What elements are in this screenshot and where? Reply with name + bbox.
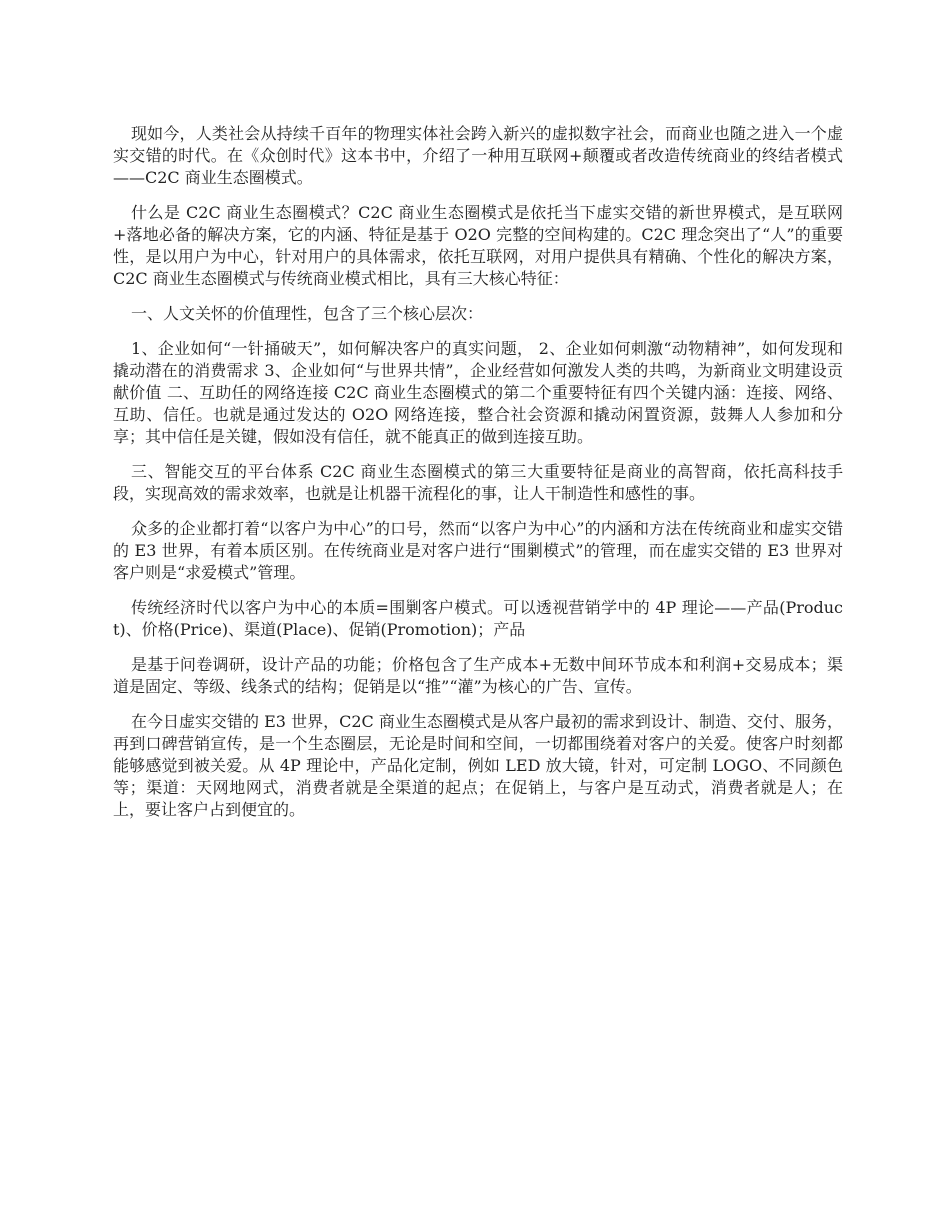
paragraph-e3-world: 在今日虚实交错的 E3 世界，C2C 商业生态圈模式是从客户最初的需求到设计、制造、交付、服务，再到口碑营销宣传，是一个生态圈层，无论是时间和空间，一切都围绕着对客户的关爱。使客户时刻都能够感觉到被关爱。从 4P 理论中，产品化定制，例如 LED 放大镜，针对，可定制 LOGO、不同颜色等；渠道：天网地网式，消费者就是全渠道的起点；在促销上，与客户是互动式，消费者就是人；在上，要让客户占到便宜的。 — [113, 712, 843, 819]
paragraph-traditional-4p: 传统经济时代以客户为中心的本质=围剿客户模式。可以透视营销学中的 4P 理论——产品(Product)、价格(Price)、渠道(Place)、促销(Promotion)；产品 — [113, 598, 843, 639]
paragraph-feature-one-detail: 1、企业如何“一针捅破天”，如何解决客户的真实问题， 2、企业如何刺激“动物精神”，如何发现和撬动潜在的消费需求 3、企业如何“与世界共情”，企业经营如何激发人类的共鸣，为新商业文明建设贡献价值 二、互助任的网络连接 C2C 商业生态圈模式的第二个重要特征有四个关键内涵：连接、网络、互助、信任。也就是通过发达的 O2O 网络连接，整合社会资源和撬动闲置资源，鼓舞人人参加和分享；其中信任是关键，假如没有信任，就不能真正的做到连接互助。 — [113, 339, 843, 446]
paragraph-intro: 现如今，人类社会从持续千百年的物理实体社会跨入新兴的虚拟数字社会，而商业也随之进入一个虚实交错的时代。在《众创时代》这本书中，介绍了一种用互联网+颠覆或者改造传统商业的终结者模式——C2C 商业生态圈模式。 — [113, 124, 843, 187]
document-body — [113, 123, 843, 834]
paragraph-customer-centric: 众多的企业都打着“以客户为中心”的口号，然而“以客户为中心”的内涵和方法在传统商业和虚实交错的 E3 世界，有着本质区别。在传统商业是对客户进行“围剿模式”的管理，而在虚实交错的 E3 世界对客户则是“求爱模式”管理。 — [113, 519, 843, 582]
paragraph-feature-one-heading: 一、人文关怀的价值理性，包含了三个核心层次： — [131, 304, 484, 323]
paragraph-4p-detail: 是基于问卷调研，设计产品的功能；价格包含了生产成本+无数中间环节成本和利润+交易成本；渠道是固定、等级、线条式的结构；促销是以“推”“灌”为核心的广告、宣传。 — [113, 655, 843, 696]
paragraph-feature-three: 三、智能交互的平台体系 C2C 商业生态圈模式的第三大重要特征是商业的高智商，依托高科技手段，实现高效的需求效率，也就是让机器干流程化的事，让人干制造性和感性的事。 — [113, 462, 843, 503]
paragraph-what-is-c2c: 什么是 C2C 商业生态圈模式？C2C 商业生态圈模式是依托当下虚实交错的新世界模式，是互联网+落地必备的解决方案，它的内涵、特征是基于 O2O 完整的空间构建的。C2C 理念突出了“人”的重要性，是以用户为中心，针对用户的具体需求，依托互联网，对用户提供具有精确、个性化的解决方案， C2C 商业生态圈模式与传统商业模式相比，具有三大核心特征： — [113, 203, 843, 288]
